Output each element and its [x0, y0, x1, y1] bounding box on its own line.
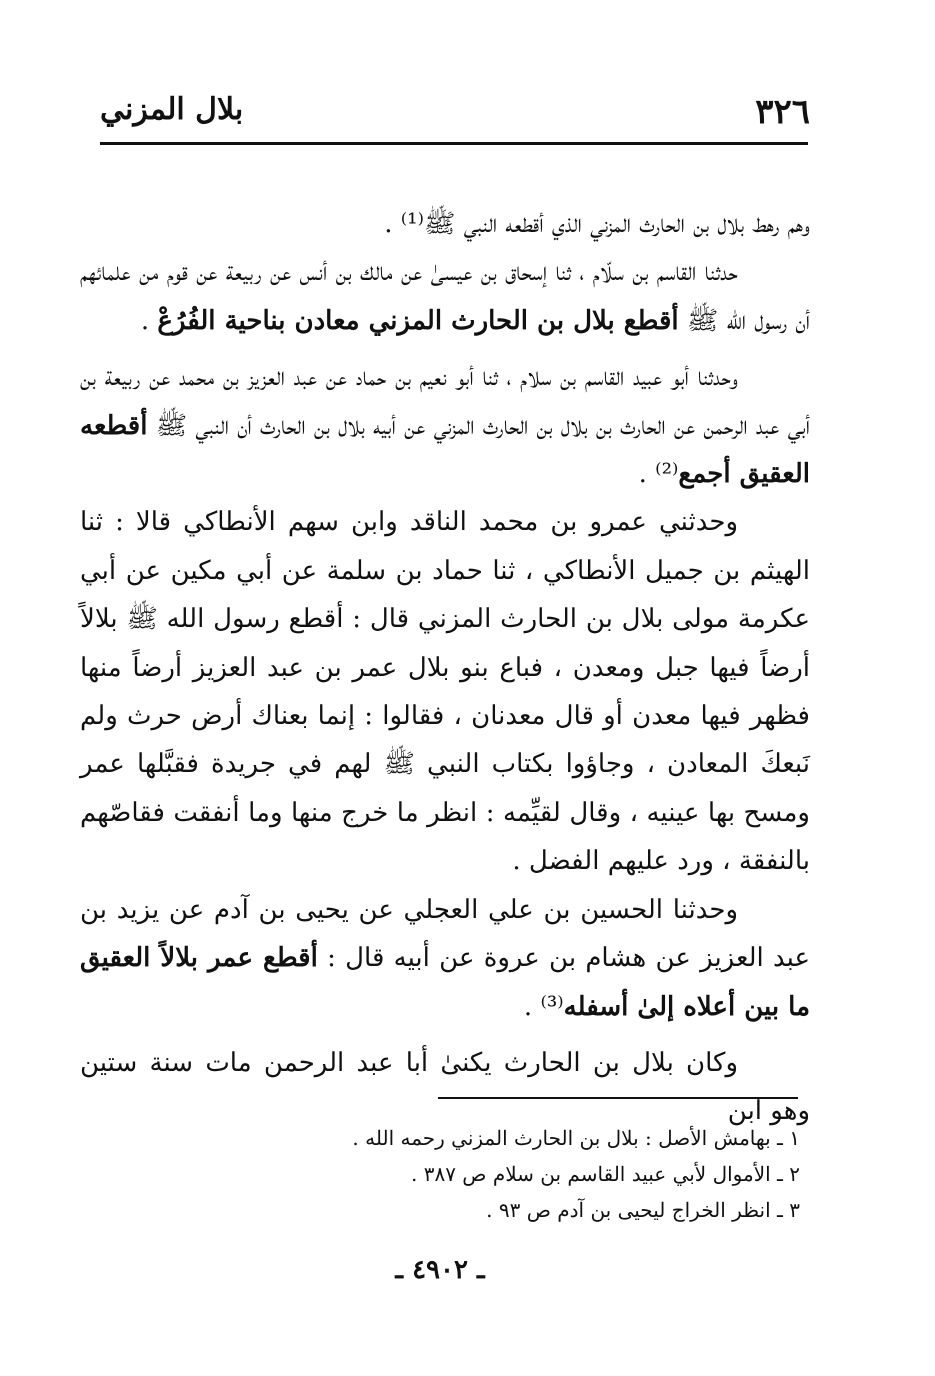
paragraph-5-end: ⁽³⁾ .	[523, 991, 564, 1022]
paragraph-1	[80, 200, 810, 248]
paragraph-2-text: حدثنا القاسم بن سلّام ، ثنا إسحاق بن عيسىٰ عن مالك بن أنس عن ربيعة عن قوم من علمائهم أن رسول الله ﷺ	[80, 257, 810, 336]
main-text	[80, 200, 810, 1136]
folio-number: ـ ٤٩٠٢ ـ	[395, 1255, 485, 1285]
paragraph-5-quote: أقطع عمر بلالاً العقيق ما بين أعلاه إلىٰ أسفله	[80, 943, 810, 1022]
paragraph-3-quote: أقطعه العقيق أجمع	[80, 410, 810, 490]
paragraph-4-end: .	[512, 846, 529, 877]
paragraph-3-text: وحدثنا أبو عبيد القاسم بن سلام ، ثنا أبو نعيم بن حماد عن عبد العزيز بن محمد عن ربيعة بن أبي عبد الرحمن عن الحارث بن بلال بن الحارث المزني عن أبيه بلال بن الحارث أن النبي ﷺ	[80, 362, 810, 441]
footnote-2: ٢ ـ الأموال لأبي عبيد القاسم بن سلام ص ٣٨٧ .	[411, 1162, 800, 1186]
footnote-rule	[438, 1097, 798, 1099]
header-rule	[100, 142, 808, 145]
paragraph-4-text: وحدثني عمرو بن محمد الناقد وابن سهم الأنطاكي قالا : ثنا الهيثم بن جميل الأنطاكي ، ثنا حماد بن سلمة عن أبي مكين عن أبي عكرمة مولى بلال بن الحارث المزني قال :	[80, 507, 810, 635]
paragraph-2-end: .	[140, 305, 158, 336]
paragraph-4	[80, 498, 810, 885]
footnotes	[200, 1120, 800, 1228]
paragraph-5	[80, 886, 810, 1031]
paragraph-5-text: وحدثنا الحسين بن علي العجلي عن يحيى بن آدم عن يزيد بن عبد العزيز عن هشام بن عروة عن أبيه قال :	[80, 894, 810, 974]
paragraph-3	[80, 353, 810, 498]
running-title: بلال المزني	[100, 92, 244, 127]
paragraph-2	[80, 248, 810, 345]
paragraph-1-text: وهم رهط بلال بن الحارث المزني الذي أقطعه النبي ﷺ⁽¹⁾ .	[384, 209, 810, 239]
page-header	[100, 92, 810, 142]
footnote-3: ٣ ـ انظر الخراج ليحيى بن آدم ص ٩٣ .	[486, 1198, 800, 1222]
paragraph-3-end: ⁽²⁾ .	[638, 459, 679, 490]
page-number: ٣٢٦	[755, 92, 810, 132]
paragraph-2-quote: أقطع بلال بن الحارث المزني معادن بناحية الفُرُعْ	[157, 305, 679, 336]
paragraph-4-quote: أقطع رسول الله ﷺ بلالاً أرضاً فيها جبل ومعدن ، فباع بنو بلال عمر بن عبد العزيز أرضاً منها فظهر فيها معدن أو قال معدنان ، فقالوا : إنما بعناك أرض حرث ولم نَبعكَ المعادن ، وجاؤوا بكتاب النبي ﷺ لهم في جريدة فقبَّلها عمر ومسح بها عينيه ، وقال لقيِّمه : انظر ما خرج منها وما أنفقت فقاصّهم بالنفقة ، ورد عليهم الفضل	[80, 604, 810, 877]
paragraph-6-text: وكان بلال بن الحارث يكنىٰ أبا عبد الرحمن مات سنة ستين وهو ابن	[80, 1047, 810, 1127]
footnote-1: ١ ـ بهامش الأصل : بلال بن الحارث المزني رحمه الله .	[352, 1126, 800, 1150]
